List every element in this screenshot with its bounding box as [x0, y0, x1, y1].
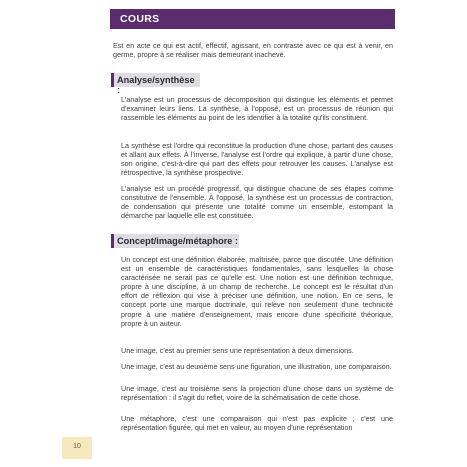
paragraph: La synthèse est l'ordre qui reconstitue la production d'une chose, partant des causes et allant aux effets. À l'inverse, l'analyse est l'ordre qui explique, à partir d'une chose, son origine, c'est-à-dire qui part des effets pour retrouver les causes. L'analyse est rétrospective, la synthèse prospective.: [121, 141, 393, 178]
section-banner: [110, 9, 395, 29]
paragraph: Une image, c'est au premier sens une représentation à deux dimensions.: [121, 346, 354, 355]
heading-accent-bar: [111, 234, 114, 248]
page-number: 10: [73, 443, 81, 450]
paragraph: L'analyse est un procédé progressif, qui distingue chacune de ses étapes comme constitutive de l'ensemble. À l'opposé, la synthèse est un processus de contraction, de condensation qui présente une totalité comme un ensemble, estompant la démarche par laquelle elle est constituée.: [121, 184, 393, 221]
paragraph: Une image, c'est au deuxième sens une figuration, une illustration, une comparaison.: [121, 362, 392, 371]
section-heading-label: Analyse/synthèse :: [117, 75, 195, 95]
paragraph: Une image, c'est au troisième sens la projection d'une chose dans un système de représentation : il s'agit du reflet, voire de la schématisation de cette chose.: [121, 384, 393, 403]
section-heading-analyse: [111, 73, 200, 95]
section-heading-label: Concept/image/métaphore :: [117, 236, 238, 246]
paragraph: Un concept est une définition élaborée, maîtrisée, parce que discutée. Une définition est un ensemble de caractéristiques fondamentales, sans lesquelles la chose caractérisée ne serait pas ce qu'elle est. Une notion est une définition technique, propre à une discipline, à un champ de recherche. Le concept est le résultat d'un effort de réflexion qui vise à préciser une définition, une notion. En ce sens, le concept porte une marque doctrinale, qui relève non seulement d'une technicité propre à une matière d'enseignement, mais encore d'une spécificité théorique, propre à un auteur.: [121, 255, 393, 328]
section-heading-concept: [111, 234, 239, 248]
heading-accent-bar: [111, 73, 114, 87]
section-banner-title: COURS: [120, 13, 160, 25]
paragraph: L'analyse est un processus de décomposition qui distingue les éléments et permet d'examiner leurs liens. La synthèse, à l'opposé, est un processus de réunion qui rassemble les éléments au point de les identifier à la totalité qu'ils constituent.: [121, 95, 393, 123]
page-number-box: [62, 437, 92, 459]
paragraph: Une métaphore, c'est une comparaison qui n'est pas explicite ; c'est une représentation figurée, qui met en valeur, au moyen d'une représentation: [121, 414, 393, 433]
intro-paragraph: Est en acte ce qui est actif, effectif, agissant, en contraste avec ce qui est à venir, en germe, propre à se réaliser mais demeurant inachevé.: [113, 41, 393, 60]
